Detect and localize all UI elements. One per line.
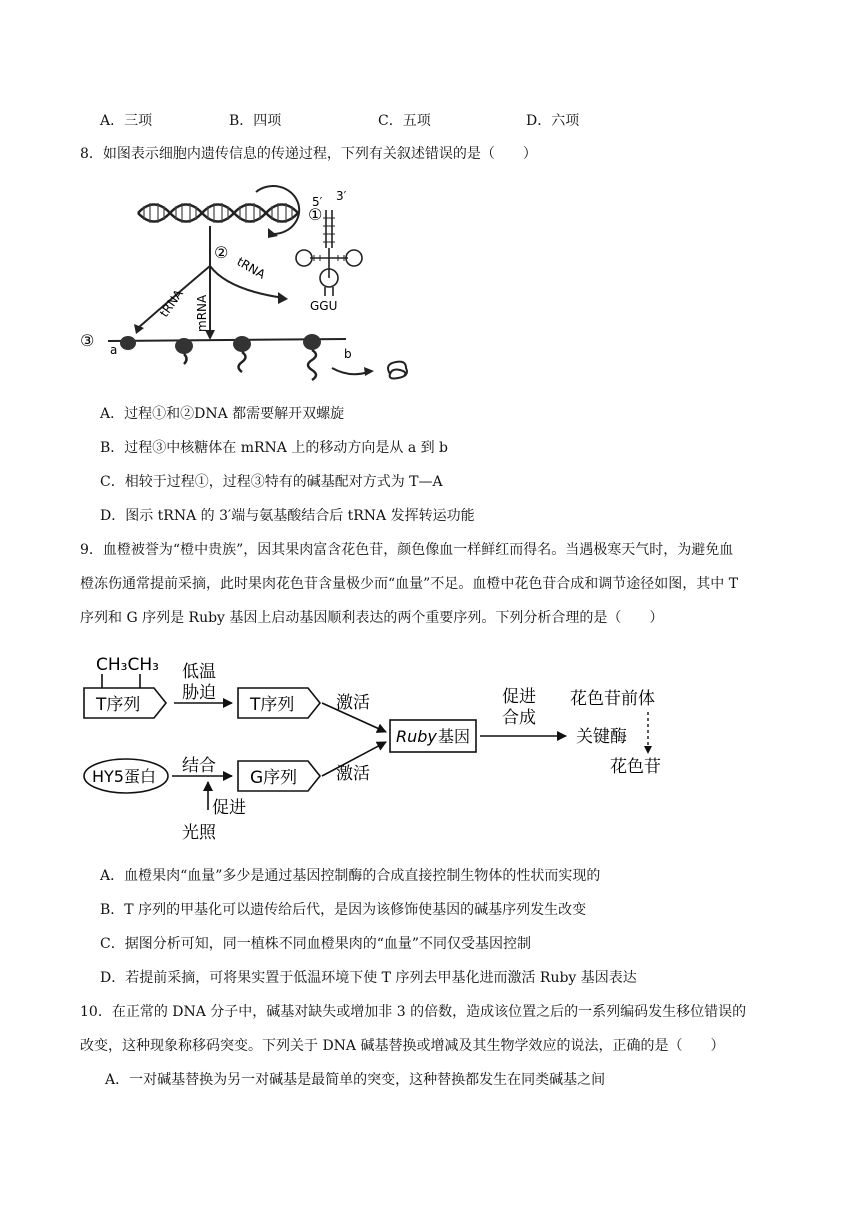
mrna-label: mRNA	[195, 294, 209, 332]
methyl-label: CH₃CH₃	[96, 655, 159, 675]
trna-cloverleaf-icon	[296, 210, 362, 296]
five-prime-label: 5′	[312, 195, 323, 209]
q8-figure	[78, 178, 438, 393]
anticodon-label: GGU	[310, 299, 338, 313]
q9-option-b: B．T 序列的甲基化可以遗传给后代，是因为该修饰使基因的碱基序列发生改变	[100, 902, 587, 918]
ruby-gene-label: 基因	[438, 727, 471, 746]
key-enzyme-label: 关键酶	[576, 727, 627, 747]
q9-stem-line-1: 9．血橙被誉为“橙中贵族”，因其果肉富含花色苷，颜色像血一样鲜红而得名。当遇极寒天气时，为避免血	[80, 542, 734, 558]
promote-label-2: 合成	[502, 708, 536, 728]
q9-stem-line-2: 橙冻伤通常提前采摘，此时果肉花色苷含量极少而“血量”不足。血橙中花色苷合成和调节途径如图，其中 T	[80, 576, 739, 592]
q8-option-c: C．相较于过程①，过程③特有的碱基配对方式为 T—A	[100, 474, 443, 490]
q8-option-d: D．图示 tRNA 的 3′端与氨基酸结合后 tRNA 发挥转运功能	[100, 508, 475, 524]
precursor-label: 花色苷前体	[570, 689, 655, 709]
step-3-label: ③	[80, 331, 95, 350]
step-1-label: ①	[308, 205, 323, 224]
promote-label-1: 促进	[502, 687, 536, 707]
q9-option-a: A．血橙果肉“血量”多少是通过基因控制酶的合成直接控制生物体的性状而实现的	[100, 868, 601, 884]
activate-label-2: 激活	[336, 764, 370, 784]
t-sequence-label-2: T序列	[250, 695, 295, 715]
g-sequence-label: G序列	[250, 768, 298, 788]
q10-stem-line-1: 10．在正常的 DNA 分子中，碱基对缺失或增加非 3 的倍数，造成该位置之后的一系列编码发生移位错误的	[80, 1004, 747, 1020]
q8-option-a: A．过程①和②DNA 都需要解开双螺旋	[100, 406, 345, 422]
q8-option-b: B．过程③中核糖体在 mRNA 上的移动方向是从 a 到 b	[100, 440, 449, 456]
low-temp-label-1: 低温	[182, 662, 216, 682]
q9-stem-line-3: 序列和 G 序列是 Ruby 基因上启动基因顺利表达的两个重要序列。下列分析合理的是（ ）	[80, 610, 664, 626]
q9-figure	[78, 648, 698, 846]
t-sequence-label-1: T序列	[96, 695, 141, 715]
protein-icon	[388, 362, 407, 379]
activate-label-1: 激活	[336, 693, 370, 713]
bind-label: 结合	[182, 756, 216, 776]
light-label: 光照	[182, 823, 216, 843]
label-b: b	[344, 347, 352, 361]
q9-option-c: C．据图分析可知，同一植株不同血橙果肉的“血量”不同仅受基因控制	[100, 936, 532, 952]
low-temp-label-2: 胁迫	[182, 683, 216, 703]
ruby-italic-label: Ruby	[396, 727, 437, 746]
hy5-label: HY5蛋白	[92, 767, 156, 786]
q7-option-b: B．四项	[229, 113, 282, 129]
ribosome-icon	[120, 336, 136, 350]
q8-stem: 8．如图表示细胞内遗传信息的传递过程，下列有关叙述错误的是（ ）	[80, 146, 537, 162]
q7-option-a: A．三项	[100, 113, 153, 129]
q7-option-d: D．六项	[526, 113, 580, 129]
q7-option-c: C．五项	[378, 113, 431, 129]
label-a: a	[110, 343, 118, 357]
ribosome-icon	[303, 334, 321, 380]
q9-option-d: D．若提前采摘，可将果实置于低温环境下使 T 序列去甲基化进而激活 Ruby 基因表达	[100, 970, 637, 986]
anthocyanin-label: 花色苷	[610, 757, 661, 777]
three-prime-label: 3′	[336, 189, 347, 203]
ribosome-icon	[175, 338, 193, 364]
ribosome-icon	[233, 336, 251, 372]
trna-right-label: tRNA	[234, 254, 268, 282]
q10-option-a: A．一对碱基替换为另一对碱基是最简单的突变，这种替换都发生在同类碱基之间	[105, 1072, 606, 1088]
q10-stem-line-2: 改变，这种现象称移码突变。下列关于 DNA 碱基替换或增减及其生物学效应的说法，正确的是（ ）	[80, 1038, 725, 1054]
promote-label-3: 促进	[212, 798, 246, 818]
dna-helix-icon	[138, 203, 298, 223]
trna-left-label: tRNA	[156, 286, 186, 320]
step-2-label: ②	[214, 243, 229, 262]
